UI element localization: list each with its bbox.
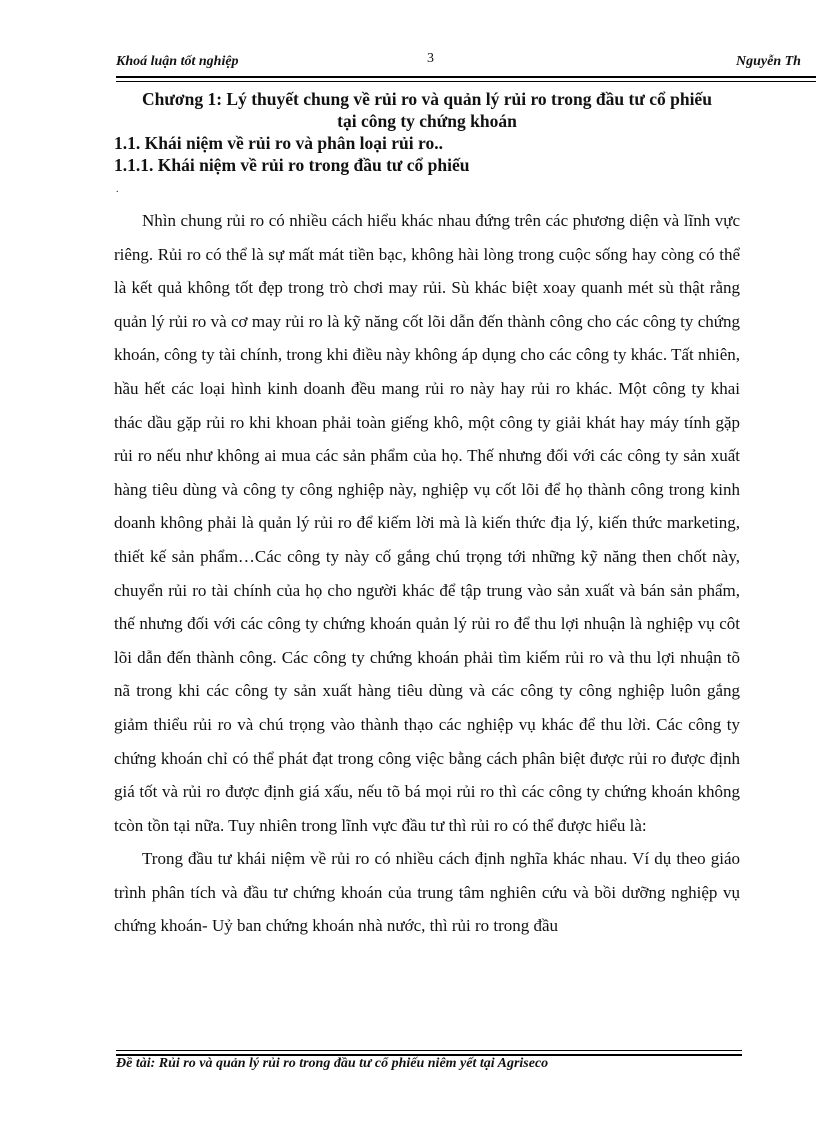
page-header [116, 50, 816, 76]
chapter-title-line-1: Chương 1: Lý thuyết chung về rủi ro và quản lý rủi ro trong đầu tư cổ phiếu [142, 89, 712, 109]
stray-mark: . [116, 184, 119, 195]
header-thesis-label: Khoá luận tốt nghiệp [116, 54, 239, 69]
chapter-title-line-2: tại công ty chứng khoán [337, 111, 517, 131]
header-author: Nguyễn Th [736, 54, 801, 69]
section-heading-1-1: 1.1. Khái niệm về rủi ro và phân loại rủi ro.. [114, 133, 443, 153]
body-paragraph: Nhìn chung rủi ro có nhiều cách hiểu khác nhau đứng trên các phương diện và lĩnh vực riêng. Rủi ro có thể là sự mất mát tiền bạc, không hài lòng trong cuộc sống hay còng có thể là kết quả không tốt đẹp trong trò chơi may rủi. Sù khác biệt xoay quanh mét sù thật rằng quản lý rủi ro và cơ may rủi ro là kỹ năng cốt lõi dẫn đến thành công cho các công ty chứng khoán, công ty tài chính, trong khi điều này không áp dụng cho các công ty khác. Tất nhiên, hầu hết các loại hình kinh doanh đều mang rủi ro này hay rủi ro khác. Một công ty khai thác dầu gặp rủi ro khi khoan phải toàn giếng khô, một công ty giải khát hay máy tính gặp rủi ro nếu như không ai mua các sản phẩm của họ. Thế nhưng đối với các công ty sản xuất hàng tiêu dùng và công ty công nghiệp này, nghiệp vụ cốt lõi để họ thành công trong kinh doanh không phải là quản lý rủi ro để kiếm lời mà là kiến thức địa lý, kiến thức marketing, thiết kế sản phẩm…Các công ty này cố gắng chú trọng tới những kỹ năng then chốt này, chuyển rủi ro tài chính của họ cho người khác để tập trung vào sản xuất và bán sản phẩm, thế nhưng đối với các công ty chứng khoán quản lý rủi ro để thu lợi nhuận là nghiệp vụ côt lõi dẫn đến thành công. Các công ty chứng khoán phải tìm kiếm rủi ro và thu lợi nhuận tõ nã trong khi các công ty sản xuất hàng tiêu dùng và các công ty công nghiệp luôn gắng giảm thiểu rủi ro và chú trọng vào thành thạo các nghiệp vụ khác để thu lời. Các công ty chứng khoán chỉ có thể phát đạt trong công việc bằng cách phân biệt được rủi ro được định giá tốt và rủi ro được định giá xấu, nếu tõ bá mọi rủi ro thì các công ty chứng khoán không tcòn tồn tại nữa. Tuy nhiên trong lĩnh vực đầu tư thì rủi ro có thể được hiểu là: [114, 211, 740, 835]
section-heading-1-1-1: 1.1.1. Khái niệm về rủi ro trong đầu tư cổ phiếu [114, 155, 470, 175]
page-footer: Đề tài: Rủi ro và quản lý rủi ro trong đầu tư cổ phiếu niêm yết tại Agriseco [116, 1056, 549, 1071]
page-body [114, 88, 740, 943]
header-double-rule [116, 76, 816, 82]
body-paragraph: Trong đầu tư khái niệm về rủi ro có nhiều cách định nghĩa khác nhau. Ví dụ theo giáo trình phân tích và đầu tư chứng khoán của trung tâm nghiên cứu và bồi dưỡng nghiệp vụ chứng khoán- Uỷ ban chứng khoán nhà nước, thì rủi ro trong đầu [114, 849, 740, 936]
page-number: 3 [427, 51, 434, 66]
